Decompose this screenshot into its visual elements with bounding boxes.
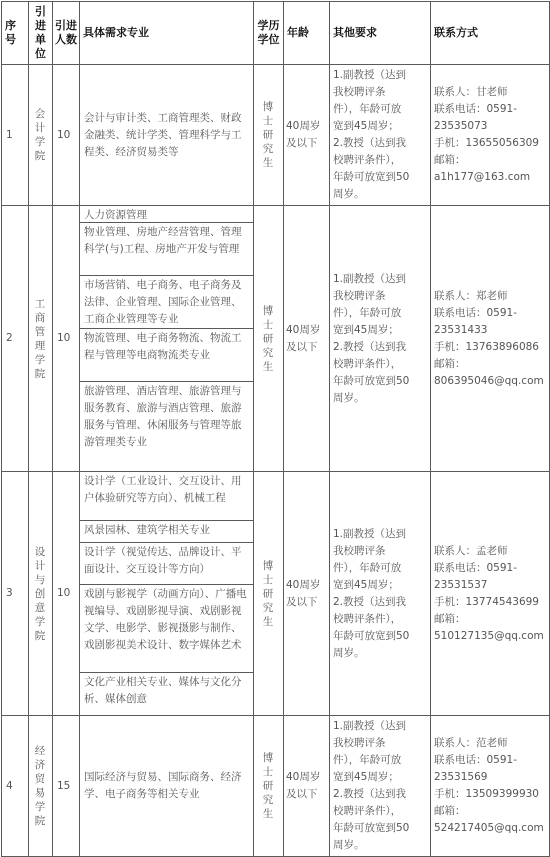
major-list [80,206,254,472]
degree-requirement: 博士研究生 [254,716,284,857]
degree-requirement: 博士研究生 [254,65,284,206]
requirement-line: 年龄可放宽到50 [333,629,410,642]
requirement-line: 我校聘评条 [333,289,386,302]
contact-line: 邮箱： [434,805,466,817]
major-list [80,65,254,206]
contact-line: 23531537 [434,578,488,591]
header-unit: 引进单位 [29,2,53,65]
row-number: 1 [2,65,29,206]
requirement-line: 件），年龄可放 [333,754,402,766]
header-major: 具体需求专业 [80,2,254,65]
other-requirements [330,716,431,857]
unit-name: 会计学院 [29,65,53,206]
contact-line: 邮箱： [434,612,466,625]
requirement-line: 宽到45周岁； [333,120,399,132]
major-list [80,472,254,716]
contact-line: a1h177@163.com [434,171,531,183]
requirement-line: 周岁。 [333,646,365,659]
requirement-line: 2.教授（达到我 [333,340,407,353]
contact-line: 联系人：范老师 [434,737,508,749]
major-item: 物流管理、电子商务物流、物流工程与管理等电商物流类专业 [80,329,253,382]
major-item: 旅游管理、酒店管理、旅游管理与服务教育、旅游与酒店管理、旅游服务与管理、休闲服务与管理等旅游管理类专业 [84,385,242,448]
requirement-line: 件），年龄可放 [333,306,402,319]
requirement-line: 我校聘评条 [333,737,386,749]
major-item: 风景园林、建筑学相关专业 [80,521,253,543]
row-number: 2 [2,206,29,472]
contact-line: 806395046@qq.com [434,374,544,387]
headcount: 10 [53,472,80,716]
requirement-line: 2.教授（达到我 [333,595,407,608]
requirement-line: 1.副教授（达到 [333,527,407,540]
age-requirement: 40周岁及以下 [284,472,330,716]
requirement-line: 校聘评条件）， [333,805,402,817]
requirement-line: 1.副教授（达到 [333,69,407,81]
contact-line: 邮箱： [434,357,466,370]
contact-line: 邮箱： [434,154,466,166]
requirement-line: 年龄可放宽到50 [333,822,410,834]
major-item: 市场营销、电子商务、电子商务及法律、企业管理、国际企业管理、工商企业管理等专业 [80,276,253,329]
contact-line: 23535073 [434,120,488,132]
header-contact: 联系方式 [431,2,550,65]
major-item: 国际经济与贸易、国际商务、经济学、电子商务等相关专业 [84,771,242,800]
contact-line: 手机：13509399930 [434,788,539,800]
contact-line: 手机：13774543699 [434,595,539,608]
requirement-line: 我校聘评条 [333,544,386,557]
requirement-line: 件），年龄可放 [333,103,402,115]
recruitment-table [1,1,550,857]
major-item: 设计学（视觉传达、品牌设计、平面设计、交互设计等方向） [80,543,253,585]
requirement-line: 宽到45周岁； [333,771,399,783]
contact-info [431,716,550,857]
contact-info [431,472,550,716]
row-number: 4 [2,716,29,857]
age-requirement: 40周岁及以下 [284,206,330,472]
major-item: 设计学（工业设计、交互设计、用户体验研究等方向）、机械工程 [80,472,253,521]
requirement-line: 年龄可放宽到50 [333,171,410,183]
row-number: 3 [2,472,29,716]
major-item: 会计与审计类、工商管理类、财政金融类、统计学类、管理科学与工程类、经济贸易类等 [84,111,242,158]
unit-name: 经济贸易学院 [29,716,53,857]
contact-line: 联系电话：0591- [434,103,518,115]
requirement-line: 校聘评条件）， [333,357,402,370]
major-item: 戏剧与影视学（动画方向）、广播电视编导、戏剧影视导演、戏剧影视文学、电影学、影视摄影与制作、戏剧影视美术设计、数字媒体艺术 [80,585,253,673]
other-requirements [330,65,431,206]
requirement-line: 1.副教授（达到 [333,720,407,732]
contact-line: 联系人：郑老师 [434,289,508,302]
contact-line: 联系电话：0591- [434,561,518,574]
unit-name: 设计与创意学院 [29,472,53,716]
major-item: 物业管理、房地产经营管理、管理科学(与)工程、房地产开发与管理 [80,223,253,276]
unit-name: 工商管理学院 [29,206,53,472]
headcount: 10 [53,65,80,206]
requirement-line: 校聘评条件）， [333,154,402,166]
table-row [2,716,550,857]
contact-line: 联系电话：0591- [434,306,518,319]
other-requirements [330,206,431,472]
headcount: 15 [53,716,80,857]
table-row [2,472,550,716]
requirement-line: 件），年龄可放 [333,561,402,574]
degree-requirement: 博士研究生 [254,472,284,716]
contact-line: 23531433 [434,323,488,336]
table-row [2,65,550,206]
major-list [80,716,254,857]
contact-info [431,65,550,206]
contact-line: 510127135@qq.com [434,629,544,642]
requirement-line: 年龄可放宽到50 [333,374,410,387]
requirement-line: 2.教授（达到我 [333,788,407,800]
contact-line: 手机：13655056309 [434,137,539,149]
table-header-row [2,2,550,65]
header-other: 其他要求 [330,2,431,65]
requirement-line: 我校聘评条 [333,86,386,98]
major-item: 文化产业相关专业、媒体与文化分析、媒体创意 [84,676,242,705]
contact-line: 联系人：孟老师 [434,544,508,557]
contact-line: 手机：13763896086 [434,340,539,353]
requirement-line: 2.教授（达到我 [333,137,407,149]
contact-line: 联系人：甘老师 [434,86,508,98]
header-no: 序号 [2,2,29,65]
major-item: 人力资源管理 [80,206,253,223]
contact-line: 联系电话：0591- [434,754,518,766]
contact-line: 524217405@qq.com [434,822,544,834]
requirement-line: 宽到45周岁； [333,323,399,336]
requirement-line: 周岁。 [333,188,365,200]
table-row [2,206,550,472]
contact-info [431,206,550,472]
header-count: 引进人数 [53,2,80,65]
requirement-line: 1.副教授（达到 [333,272,407,285]
requirement-line: 宽到45周岁； [333,578,399,591]
age-requirement: 40周岁及以下 [284,65,330,206]
degree-requirement: 博士研究生 [254,206,284,472]
age-requirement: 40周岁及以下 [284,716,330,857]
requirement-line: 周岁。 [333,839,365,851]
other-requirements [330,472,431,716]
requirement-line: 校聘评条件）， [333,612,402,625]
header-edu: 学历学位 [254,2,284,65]
headcount: 10 [53,206,80,472]
header-age: 年龄 [284,2,330,65]
contact-line: 23531569 [434,771,488,783]
requirement-line: 周岁。 [333,391,365,404]
